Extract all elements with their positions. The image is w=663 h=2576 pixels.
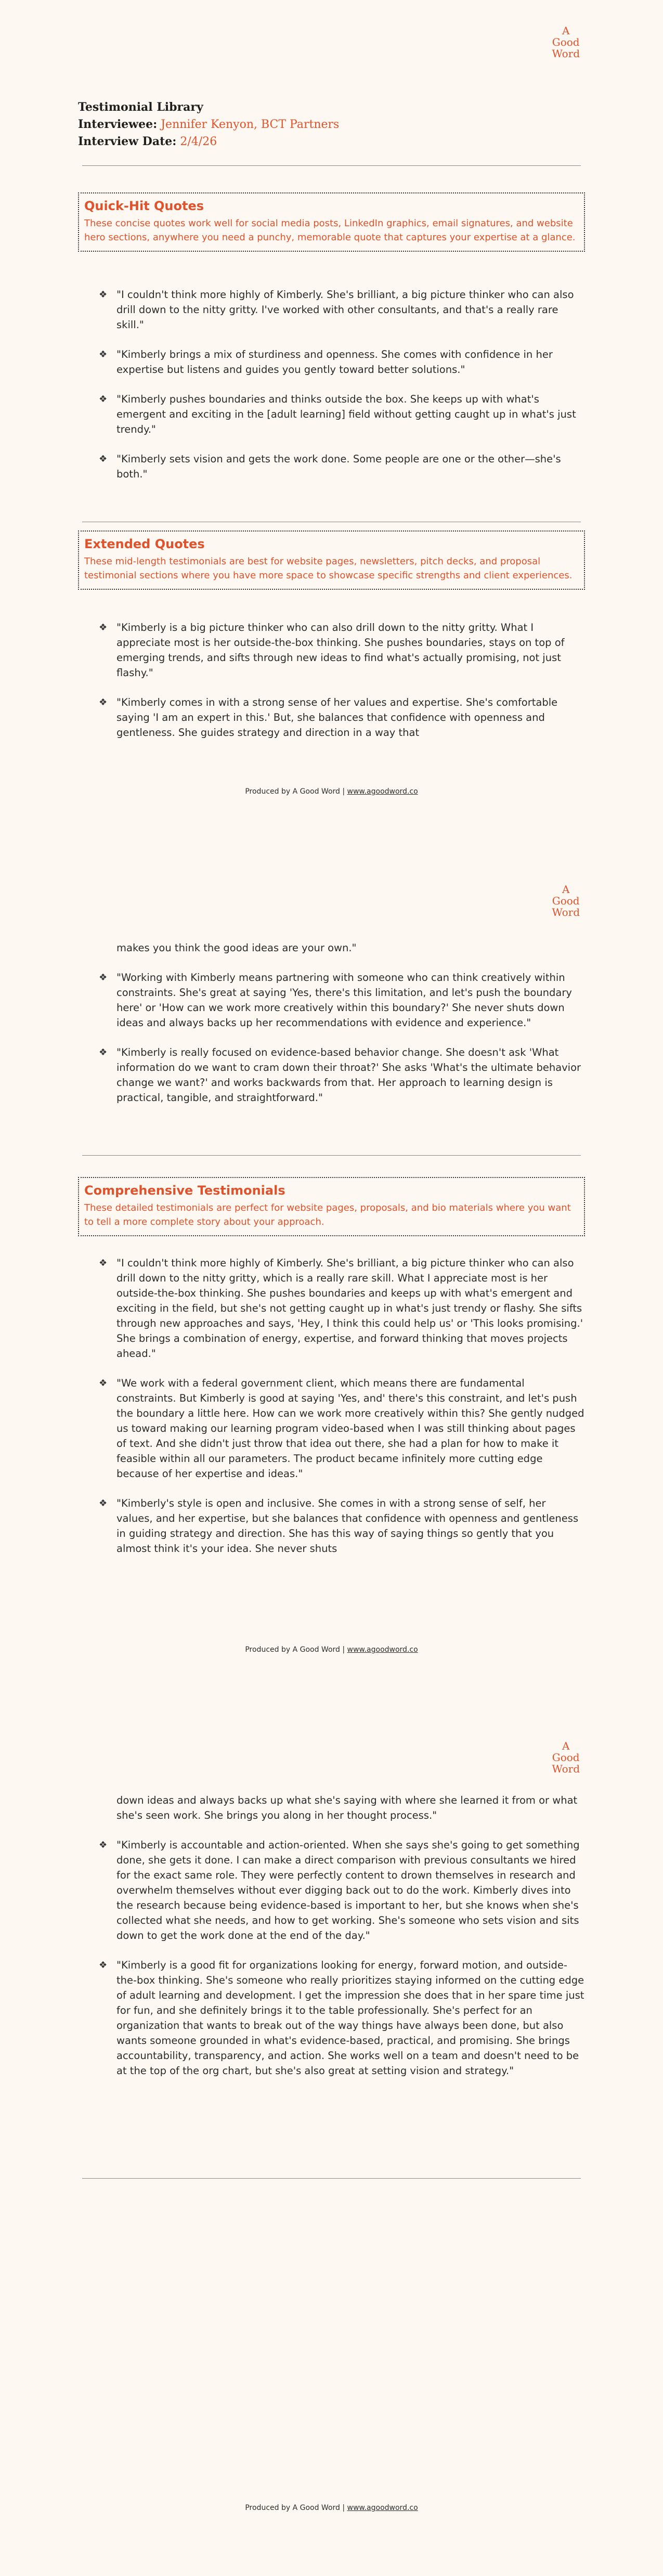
page-2 [0, 859, 663, 1717]
date-label: Interview Date: [78, 135, 177, 148]
section-title: Comprehensive Testimonials [84, 1183, 285, 1198]
quote-text: "Kimberly pushes boundaries and thinks outside the box. She keeps up with what's emergent and exciting in the [adult learning] field without getting caught up in what's just trendy." [116, 393, 576, 435]
page-footer [0, 2504, 663, 2512]
quote-text: "Kimberly's style is open and inclusive. She comes in with a strong sense of self, her values, and her expertise, but she balances that confidence with openness and gentleness in guiding strategy and direction. She has this way of saying things so gently that you almost think it's your idea. She never shuts [116, 1497, 579, 1555]
logo-line: Word [552, 906, 580, 918]
footer-link[interactable]: www.agoodword.co [347, 1646, 418, 1654]
quote-list [78, 970, 585, 1105]
date-value: 2/4/26 [180, 135, 217, 148]
diamond-bullet-icon: ❖ [99, 622, 108, 633]
quote-text: "I couldn't think more highly of Kimberly. She's brilliant, a big picture thinker who can also drill down to the nitty gritty. I've worked with other consultants, and that's a really rare skill." [116, 289, 574, 331]
quick-hit-callout [78, 192, 585, 252]
diamond-bullet-icon: ❖ [99, 1960, 108, 1971]
quote-text: "Kimberly is a big picture thinker who can also drill down to the nitty gritty. What I appreciate most is her outside-the-box thinking. She pushes boundaries, stays on top of emerging trends, and sifts through new ideas to find what's actually promising, not just flashy." [116, 622, 565, 679]
diamond-bullet-icon: ❖ [99, 972, 108, 983]
divider [82, 2178, 581, 2179]
quote-text: "Working with Kimberly means partnering with someone who can think creatively within constraints. She's great at saying 'Yes, there's this limitation, and let's push the boundary here' or 'How can we work more creatively within this boundary?' She never shuts down ideas and always backs up her recommendations with evidence and experience." [116, 972, 572, 1029]
quote-text: "I couldn't think more highly of Kimberly. She's brilliant, a big picture thinker who can also drill down to the nitty gritty, which is a really rare skill. What I appreciate most is her outside-the-box thinking. She pushes boundaries and keeps up with what's emergent and exciting in the field, but she's not getting caught up in what's just trendy or flashy. She sifts through new approaches and says, 'Hey, I think this could help us' or 'This looks promising.' She brings a combination of energy, expertise, and forward thinking that moves projects ahead." [116, 1257, 583, 1360]
quote-list [78, 620, 585, 740]
logo-line: A [562, 1740, 570, 1752]
section-description: These detailed testimonials are perfect for website pages, proposals, and bio materials where you want to tell a more complete story about your approach. [84, 1202, 571, 1227]
quote-text: "Kimberly is really focused on evidence-based behavior change. She doesn't ask 'What information do we want to cram down their throat?' She asks 'What's the ultimate behavior change we want?' and works backwards from that. Her approach to learning design is practical, tangible, and straightforward." [116, 1046, 581, 1104]
brand-logo [552, 25, 580, 59]
logo-line: Word [552, 1763, 580, 1775]
list-item [99, 970, 585, 1030]
logo-line: Good [552, 895, 580, 907]
interviewee-label: Interviewee: [78, 118, 158, 131]
page-footer [0, 787, 663, 796]
diamond-bullet-icon: ❖ [99, 1047, 108, 1058]
footer-text: Produced by A Good Word | [245, 2504, 345, 2512]
diamond-bullet-icon: ❖ [99, 349, 108, 360]
diamond-bullet-icon: ❖ [99, 394, 108, 405]
divider [82, 165, 581, 166]
list-item [99, 451, 585, 482]
list-item [99, 1958, 585, 2078]
quote-text: "Kimberly brings a mix of sturdiness and openness. She comes with confidence in her expertise but listens and guides you gently toward better solutions." [116, 348, 553, 376]
footer-text: Produced by A Good Word | [245, 787, 345, 796]
list-item [99, 1376, 585, 1481]
logo-line: A [562, 883, 570, 896]
diamond-bullet-icon: ❖ [99, 289, 108, 300]
page-footer [0, 1646, 663, 1654]
footer-text: Produced by A Good Word | [245, 1646, 345, 1654]
quote-list [78, 1837, 585, 2078]
quote-continuation: makes you think the good ideas are your own." [116, 942, 357, 954]
list-item [99, 1496, 585, 1556]
diamond-bullet-icon: ❖ [99, 697, 108, 708]
comprehensive-callout [78, 1177, 585, 1236]
brand-logo [552, 1740, 580, 1775]
diamond-bullet-icon: ❖ [99, 1840, 108, 1850]
extended-callout [78, 530, 585, 590]
brand-logo [552, 884, 580, 918]
interviewee-value: Jennifer Kenyon, BCT Partners [161, 118, 340, 131]
page-3 [0, 1717, 663, 2576]
quote-text: "Kimberly is a good fit for organizations looking for energy, forward motion, and outside-the-box thinking. She's someone who really prioritizes staying informed on the cutting edge of adult learning and development. I get the impression she does that in her spare time just for fun, and she definitely brings it to the table professionally. She's perfect for an organization that wants to break out of the way things have always been done, but also wants someone grounded in what's evidence-based, practical, and promising. She brings accountability, transparency, and action. She works well on a team and doesn't need to be at the top of the org chart, but she's also great at setting vision and strategy." [116, 1959, 584, 2077]
quote-continuation: down ideas and always backs up what she's saying with where she learned it from or what she's seen work. She brings you along in her thought process." [116, 1794, 578, 1821]
list-item [99, 1837, 585, 1943]
quote-text: "We work with a federal government client, which means there are fundamental constraints. But Kimberly is good at saying 'Yes, and' there's this constraint, and let's push the boundary a little here. How can we work more creatively within this? She gently nudged us toward making our learning program video-based when I was still thinking about pages of text. And she didn't just throw that idea out there, she had a plan for how to make it feasible within all our parameters. The product became infinitely more cutting edge because of her expertise and ideas." [116, 1377, 584, 1480]
section-description: These mid-length testimonials are best for website pages, newsletters, pitch decks, and proposal testimonial sections where you have more space to showcase specific strengths and client experiences. [84, 556, 573, 581]
section-title: Extended Quotes [84, 537, 205, 551]
quote-list [78, 287, 585, 482]
list-item [99, 695, 585, 740]
logo-line: Word [552, 47, 580, 60]
section-description: These concise quotes work well for social media posts, LinkedIn graphics, email signatures, and website hero sections, anywhere you need a punchy, memorable quote that captures your expertise at a glance. [84, 218, 576, 243]
list-item [99, 392, 585, 437]
list-item [99, 347, 585, 377]
quote-text: "Kimberly sets vision and gets the work done. Some people are one or the other—she's both." [116, 453, 561, 480]
quote-text: "Kimberly is accountable and action-oriented. When she says she's going to get something done, she gets it done. I can make a direct comparison with previous consultants we hired for the exact same role. They were perfectly content to drown themselves in research and overwhelm themselves without ever digging back out to do the work. Kimberly dives into the research because being evidence-based is important to her, but she knows when she's collected what she needs, and how to get working. She's someone who sets vision and sits down to get the work done at the end of the day." [116, 1839, 580, 1941]
footer-link[interactable]: www.agoodword.co [347, 787, 418, 796]
footer-link[interactable]: www.agoodword.co [347, 2504, 418, 2512]
section-title: Quick-Hit Quotes [84, 199, 204, 213]
quote-list [78, 1255, 585, 1556]
divider [82, 1155, 581, 1156]
document-header [78, 99, 339, 150]
quote-text: "Kimberly comes in with a strong sense of her values and expertise. She's comfortable saying 'I am an expert in this.' But, she balances that confidence with openness and gentleness. She guides strategy and direction in a way that [116, 696, 558, 739]
page-1 [0, 0, 663, 859]
list-item [99, 1045, 585, 1105]
page-title: Testimonial Library [78, 100, 203, 114]
list-item [99, 287, 585, 332]
logo-line: Good [552, 1751, 580, 1764]
diamond-bullet-icon: ❖ [99, 1498, 108, 1509]
list-item [99, 1255, 585, 1361]
list-item [99, 620, 585, 680]
logo-line: A [562, 24, 570, 37]
diamond-bullet-icon: ❖ [99, 454, 108, 464]
diamond-bullet-icon: ❖ [99, 1258, 108, 1268]
diamond-bullet-icon: ❖ [99, 1378, 108, 1389]
logo-line: Good [552, 36, 580, 48]
